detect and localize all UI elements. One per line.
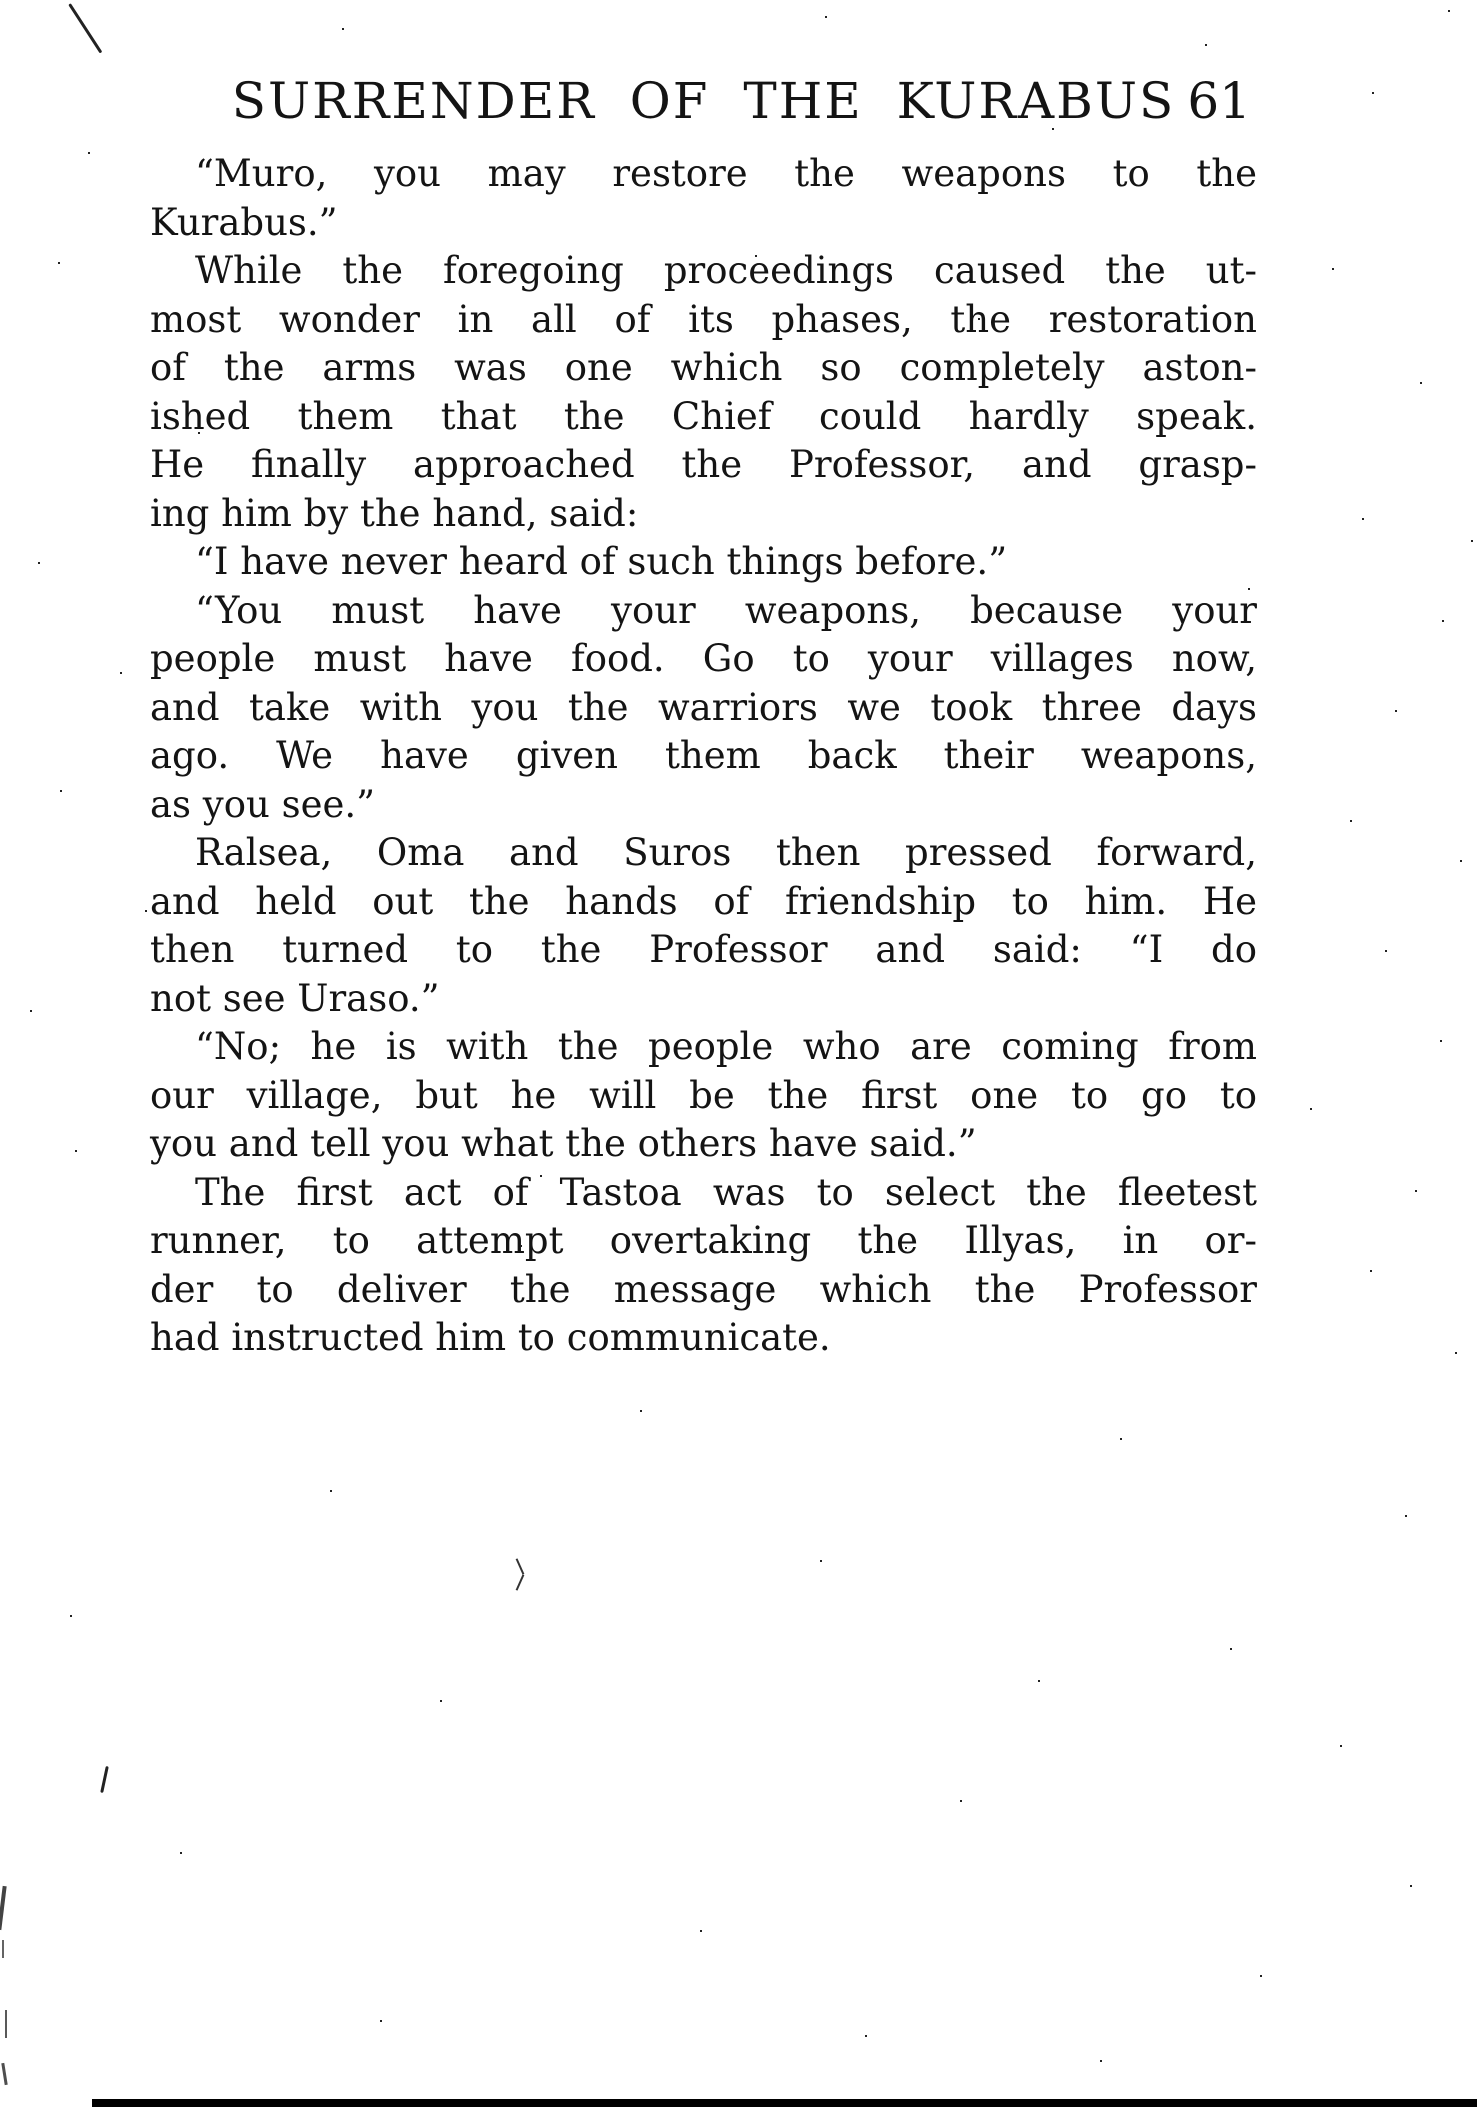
text-line: While the foregoing proceedings caused the ut- [195, 249, 1257, 292]
text-line: not see Uraso.” [150, 976, 440, 1020]
page-header [150, 72, 1257, 132]
text-line: most wonder in all of its phases, the restoration [150, 297, 1257, 341]
scan-slash-artifact [100, 1766, 109, 1793]
text-line: ago. We have given them back their weapons, [150, 734, 1257, 777]
text-line: had instructed him to communicate. [150, 1316, 831, 1359]
scan-margin-mark [1, 2063, 7, 2085]
text-line: then turned to the Professor and said: “I do [150, 928, 1257, 971]
noise-speckles [0, 0, 2, 2]
text-line: ished them that the Chief could hardly speak. [150, 394, 1257, 438]
text-line: “You must have your weapons, because your [195, 588, 1257, 632]
text-line: “No; he is with the people who are coming from [195, 1025, 1257, 1068]
text-line: as you see.” [150, 782, 376, 826]
scan-scratch-top-left [68, 3, 102, 53]
text-line: people must have food. Go to your villages now, [150, 637, 1257, 680]
page-number: 61 [1187, 72, 1251, 130]
chapter-running-title: SURRENDER OF THE KURABUS [231, 72, 1176, 130]
text-line: of the arms was one which so completely aston- [150, 346, 1257, 389]
text-line: He finally approached the Professor, and grasp- [150, 443, 1257, 486]
text-line: “Muro, you may restore the weapons to the [195, 152, 1257, 195]
text-line: and take with you the warriors we took three days [150, 685, 1257, 729]
text-line: our village, but he will be the first one to go to [150, 1073, 1257, 1117]
text-line: “I have never heard of such things before.” [195, 540, 1008, 583]
scan-chevron-artifact [514, 1558, 532, 1594]
text-line: and held out the hands of friendship to him. He [150, 879, 1257, 923]
text-line: Kurabus.” [150, 200, 338, 244]
text-line: der to deliver the message which the Professor [150, 1267, 1257, 1311]
text-line: The first act of Tastoa was to select the fleetest [195, 1170, 1257, 1214]
scan-margin-mark [2, 1940, 4, 1958]
scan-margin-mark [5, 2010, 7, 2038]
text-line: runner, to attempt overtaking the Illyas, in or- [150, 1219, 1257, 1262]
scan-edge-bar [92, 2099, 1477, 2107]
text-line: you and tell you what the others have said.” [150, 1122, 977, 1165]
text-line: ing him by the hand, said: [150, 491, 639, 535]
text-line: Ralsea, Oma and Suros then pressed forward, [195, 831, 1257, 874]
scan-margin-mark [0, 1886, 7, 1930]
text-column [150, 150, 1257, 1363]
